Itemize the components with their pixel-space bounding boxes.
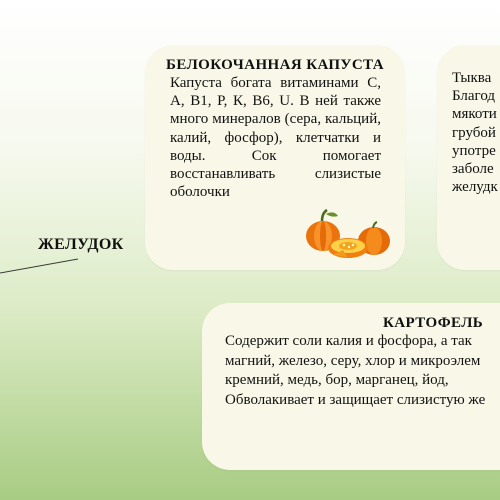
pumpkin-card bbox=[437, 45, 500, 270]
potato-card-text: Содержит соли калия и фосфора, а так магний, железо, серу, хлор и микроэлем кремний, медь, бор, марганец, йод, Обволакивает и защищает слизистую же bbox=[225, 333, 486, 408]
pumpkins-icon bbox=[303, 208, 393, 260]
topic-label: ЖЕЛУДОК bbox=[38, 236, 124, 253]
pumpkin-card-text: Тыква Благод мякоти грубой употре заболе желудк bbox=[452, 70, 498, 196]
potato-card-title: КАРТОФЕЛЬ bbox=[383, 315, 484, 331]
cabbage-card-title: БЕЛОКОЧАННАЯ КАПУСТА bbox=[166, 57, 384, 73]
potato-card bbox=[202, 303, 500, 470]
cabbage-card-text: Капуста богата витаминами С, А, В1, Р, К, В6, U. В ней также много минералов (сера, кальций, калий, фосфор), клетчатки и воды. Сок помогает восстанавливать слизистые оболочки bbox=[170, 75, 381, 201]
